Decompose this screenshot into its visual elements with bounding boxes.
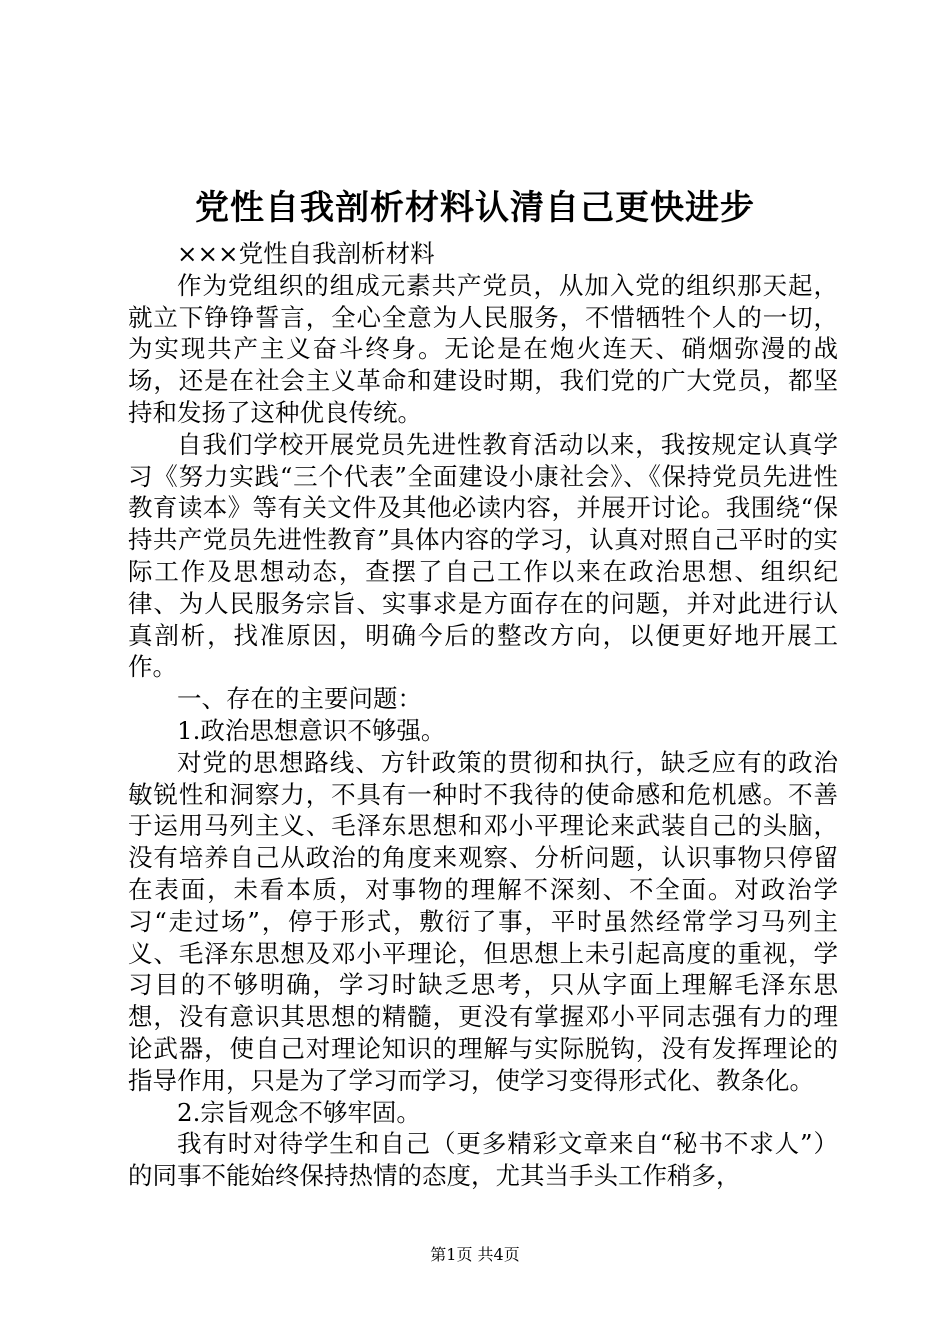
document-title: 党性自我剖析材料认清自己更快进步 [195,188,755,228]
document-body [128,238,838,1192]
subtitle-line: ×××党性自我剖析材料 [177,239,435,268]
subheading-political-awareness: 1.政治思想意识不够强。 [177,715,446,745]
subheading-purpose-concept: 2.宗旨观念不够牢固。 [177,1097,421,1127]
page-footer: 第1页 共4页 [430,1245,520,1264]
paragraph-political-awareness: 对党的思想路线、方针政策的贯彻和执行，缺乏应有的政治敏锐性和洞察力，不具有一种时不我待的使命感和危机感。不善于运用马列主义、毛泽东思想和邓小平理论来武装自己的头脑，没有培养自己从政治的角度来观察、分析问题，认识事物只停留在表面，未看本质，对事物的理解不深刻、不全面。对政治学习“走过场”，停于形式，敷衍了事，平时虽然经常学习马列主义、毛泽东思想及邓小平理论，但思想上未引起高度的重视，学习目的不够明确，学习时缺乏思考，只从字面上理解毛泽东思想，没有意识其思想的精髓，更没有掌握邓小平同志强有力的理论武器，使自己对理论知识的理解与实际脱钩，没有发挥理论的指导作用，只是为了学习而学习，使学习变得形式化、教条化。 [128,747,838,1095]
section-heading-problems: 一、存在的主要问题： [177,684,422,714]
paragraph-intro: 作为党组织的组成元素共产党员，从加入党的组织那天起，就立下铮铮誓言，全心全意为人民服务，不惜牺牲个人的一切，为实现共产主义奋斗终身。无论是在炮火连天、硝烟弥漫的战场，还是在社会主义革命和建设时期，我们党的广大党员，都坚持和发扬了这种优良传统。 [128,270,838,427]
paragraph-purpose-concept: 我有时对待学生和自己（更多精彩文章来自“秘书不求人”）的同事不能始终保持热情的态度，尤其当手头工作稍多， [128,1129,838,1191]
paragraph-study: 自我们学校开展党员先进性教育活动以来，我按规定认真学习《努力实践“三个代表”全面建设小康社会》、《保持党员先进性教育读本》等有关文件及其他必读内容，并展开讨论。我围绕“保持共产党员先进性教育”具体内容的学习，认真对照自己平时的实际工作及思想动态，查摆了自己工作以来在政治思想、组织纪律、为人民服务宗旨、实事求是方面存在的问题，并对此进行认真剖析，找准原因，明确今后的整改方向，以便更好地开展工作。 [128,429,838,682]
